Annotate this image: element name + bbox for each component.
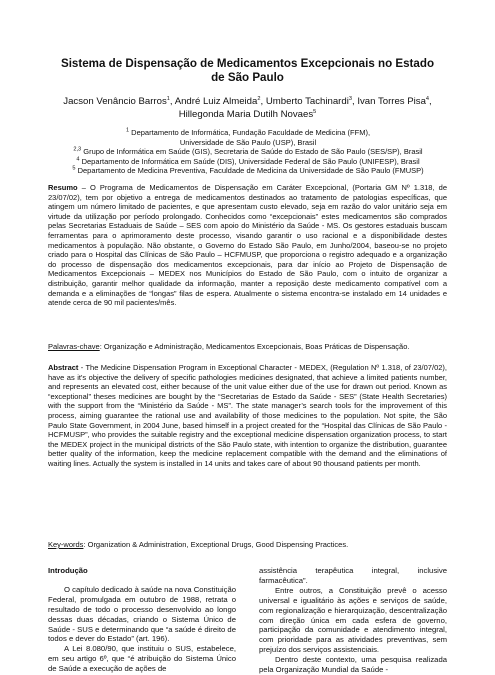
- keywords-text: : Organization & Administration, Exceptional Drugs, Good Dispensing Practices.: [83, 540, 349, 549]
- author-name: Jacson Venâncio Barros: [63, 96, 167, 107]
- author-affiliation-mark: 1: [166, 95, 170, 102]
- resumo-label: Resumo: [48, 183, 78, 192]
- author-list: Jacson Venâncio Barros$^1$, André Luiz Almeida$^2$, Umberto Tachinardi$^3$, Ivan Torres Pisa$^4$, Hillegonda Maria Dutilh Novaes$^5$: [63, 95, 432, 120]
- author-name: Umberto Tachinardi: [265, 96, 349, 107]
- affiliation-text: Departamento de Informática em Saúde (DIS), Universidade Federal de São Paulo (UNIFESP), Brasil: [81, 156, 420, 166]
- affiliation-mark: 4: [76, 156, 80, 163]
- abstract-text: - The Medicine Dispensation Program in Exceptional Character - MEDEX, (Regulation Nº 1.318, of 23/07/02), have as it's objective the delivery of specific pathologies medicines designated, that achieve a limited patients number, and represents an elevated cost, either because of the unit value either due of the use for drawn out period. Known as “exceptional” theses medicines are bought by the “Secretarias de Estado da Saúde - SES” (State Health Secretaries) with the support from the “Ministério da Saúde - MS”. The state manager’s search tools for the improvement of this process, aiming guarantee the rational use and availability of those medicines to the population. Not spite, the São Paulo State Government, in 2004 June, based himself in a project created for the “Hospital das Clínicas de São Paulo - HCFMUSP”, who provides the suitable registry and the exceptional medicine dispensation organization process, to start the MEDEX project in the municipal districts of the São Paulo state, with intention to organize the distribution, guarantee better quality of the information, keep the medicine replacement compatible with the demand and the eliminations of waiting lines. Actually the system is installed in 14 units and takes care of about 90 thousand patients per month.: [48, 363, 447, 468]
- body-column-left: [48, 566, 236, 674]
- affiliation-mark: 2,3: [73, 146, 82, 153]
- affiliation-text: Departamento de Medicina Preventiva, Faculdade de Medicina da Universidade de São Paulo (FMUSP): [77, 166, 424, 176]
- affiliation-text: Universidade de São Paulo (USP), Brasil: [179, 137, 317, 147]
- title-line: Sistema de Dispensação de Medicamentos Excepcionais no Estado: [60, 57, 435, 70]
- affiliation-item: [48, 138, 448, 148]
- abstract-label: Abstract: [48, 363, 79, 372]
- resumo-paragraph: [48, 183, 447, 308]
- author-name: Hillegonda Maria Dutilh Novaes: [178, 108, 314, 120]
- abstract-paragraph: [48, 363, 447, 469]
- body-paragraph: O capítulo dedicado à saúde na nova Constituição Federal, promulgada em outubro de 1988, retrata o resultado de todo o processo desenvolvido ao longo dessas duas décadas, criando o Sistema Único de Saúde - SUS e determinando que “a saúde é direito de todos e dever do Estado” (art. 196).: [48, 584, 236, 644]
- affiliation-text: Grupo de Informática em Saúde (GIS), Secretaria de Saúde do Estado de São Paulo (SES/SP), Brasil: [83, 147, 423, 157]
- affiliation-mark: 5: [72, 165, 76, 172]
- affiliation-item: [48, 128, 448, 138]
- palavras-chave: [48, 342, 447, 352]
- affiliation-mark: 1: [125, 127, 130, 134]
- author-affiliation-mark: 5: [313, 108, 317, 115]
- author-affiliation-mark: 4: [425, 95, 430, 102]
- palavras-chave-label: Palavras-chave: [48, 342, 100, 351]
- palavras-chave-text: : Organização e Administração, Medicamentos Excepcionais, Boas Práticas de Dispensação.: [99, 342, 410, 351]
- section-heading: Introdução: [48, 566, 88, 575]
- affiliation-item: [48, 166, 448, 176]
- body-paragraph-continuation: assistência terapêutica integral, inclusive farmacêutica”.: [259, 566, 447, 585]
- body-paragraph: Entre outros, a Constituição prevê o acesso universal e igualitário às ações e serviços de saúde, com regionalização e hierarquização, descentralização com direção única em cada esfera de governo, participação da comunidade e atendimento integral, com prioridade para as atividades preventivas, sem prejuízo dos serviços assistenciais.: [259, 585, 447, 655]
- affiliation-list: [48, 128, 448, 176]
- keywords: [48, 540, 447, 550]
- keywords-label: Key-words: [48, 540, 84, 549]
- body-paragraph: Dentro deste contexto, uma pesquisa realizada pela Organização Mundial da Saúde -: [259, 655, 447, 675]
- author-affiliation-mark: 3: [348, 95, 352, 102]
- author-affiliation-mark: 2: [257, 95, 261, 102]
- author-name: André Luiz Almeida: [174, 96, 258, 107]
- author-name: Ivan Torres Pisa: [357, 96, 426, 107]
- affiliation-item: [48, 147, 448, 157]
- body-column-right: [259, 566, 447, 675]
- resumo-text: – O Programa de Medicamentos de Dispensação em Caráter Excepcional, (Portaria GM Nº 1.318, de 23/07/02), tem por objetivo a entrega de medicamentos destinados ao tratamento de patologias específicas, que atingem um número limitado de pacientes, e que apresentam custo elevado, seja em razão do valor unitário seja em virtude da utilização por período prolongado. Conhecidos como “excepcionais” estes medicamentos são comprados pelas Secretarias Estaduais de Saúde – SES com apoio do Ministério da Saúde - MS. Os gestores estaduais buscam ferramentas para o aprimoramento deste processo, visando garantir o uso racional e a disponibilidade destes medicamentos à população. Não obstante, o Governo do Estado São Paulo, em Junho/2004, baseou-se no projeto criado para o Hospital das Clínicas de São Paulo – HCFMUSP, que proporciona o registro adequado e a organização do processo de dispensação dos medicamentos excepcionais, para dar início ao Projeto de Dispensação de Medicamentos Excepcionais – MEDEX nos Municípios do Estado de São Paulo, com o intuito de organizar a distribuição, garantir melhor qualidade da informação, manter a reposição deste medicamento compatível com a demanda e a eliminações de “longas” filas de espera. Atualmente o sistema encontra-se instalado em 14 unidades e atende cerca de 90 mil pacientes/mês.: [48, 183, 447, 308]
- affiliation-text: Departamento de Informática, Fundação Faculdade de Medicina (FFM),: [131, 128, 371, 137]
- affiliation-item: [48, 157, 448, 167]
- paper-title: [40, 57, 455, 85]
- title-line: de São Paulo: [211, 71, 284, 84]
- body-paragraph: A Lei 8.080/90, que instituiu o SUS, estabelece, em seu artigo 6º, que “é atribuição do Sistema Único de Saúde a execução de ações de: [48, 644, 236, 674]
